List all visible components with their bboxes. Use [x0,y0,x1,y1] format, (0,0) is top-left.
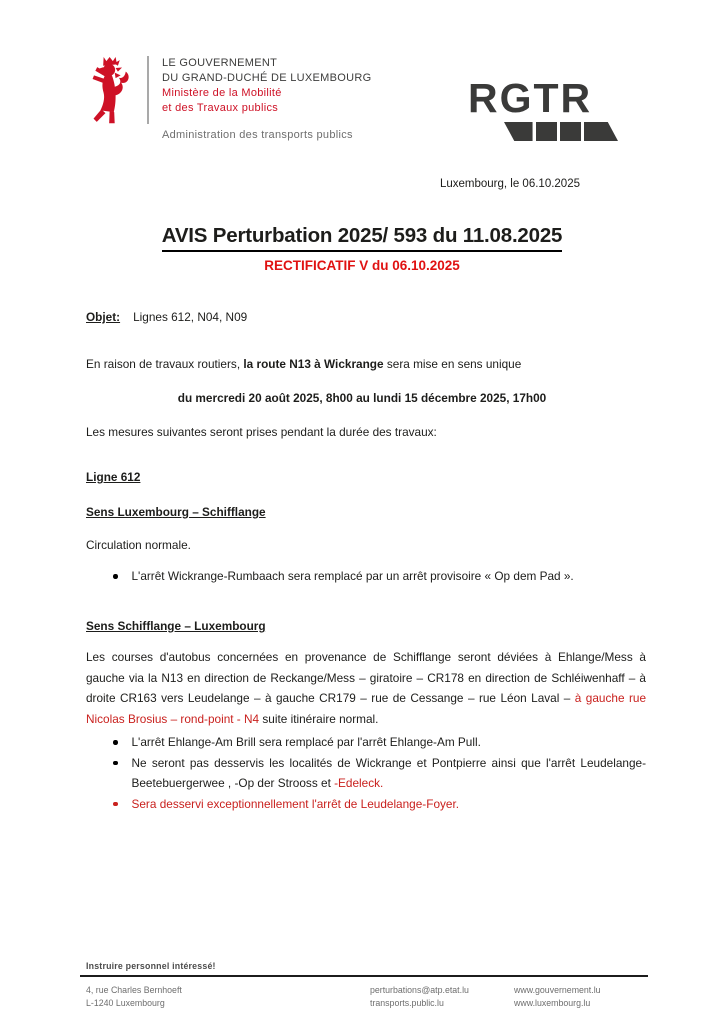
luxembourg-lion-icon [88,54,134,128]
footer-rule [80,975,648,977]
deviation-part2-red: à gauche rue Nicolas Brosius – rond-point - N4 [86,691,647,726]
date-line: Luxembourg, le 06.10.2025 [439,178,580,190]
government-text-block [162,54,371,143]
deviation-part3: suite itinéraire normal. [259,711,379,726]
objet-value: Lignes 612, N04, N09 [133,310,248,324]
rgtr-logo [468,76,618,141]
objet-row [86,309,247,325]
government-logo-block [88,54,371,143]
footer-address-line1: 4, rue Charles Bernhoeft [86,985,182,995]
ministry-name-line1: Ministère de la Mobilité [162,87,282,99]
notice-subtitle: RECTIFICATIF V du 06.10.2025 [264,258,460,273]
direction-heading-schifflange-luxembourg: Sens Schifflange – Luxembourg [86,619,266,633]
bullet-item [86,794,646,815]
notice-title-text: AVIS Perturbation 2025/ 593 du 11.08.2025 [162,224,563,252]
bullet-item [86,753,646,794]
bullet-icon [113,761,118,766]
footer-contact [370,984,469,1009]
footer-web-line1: www.gouvernement.lu [514,985,601,995]
footer-address [86,984,182,1009]
rgtr-logo-text: RGTR [468,75,593,121]
intro-pre: En raison de travaux routiers, [86,357,244,371]
bullet-icon-red [113,802,118,807]
deviation-paragraph [86,647,646,729]
bullet-text-ehlange: L'arrêt Ehlange-Am Brill sera remplacé par l'arrêt Ehlange-Am Pull. [131,735,481,749]
objet-label: Objet: [86,310,121,324]
logo-divider [147,56,149,124]
deviation-part1: Les courses d'autobus concernées en provenance de Schifflange seront déviées à Ehlange/Mess à gauche via la N13 en direction de Reckange/Mess – giratoire – CR178 en direction de Schléiwenhaff – à droite CR163 vers Leudelange – à gauche CR179 – rue de Cessange – rue Léon Laval – [86,650,646,706]
bus-segment-mid2 [560,122,581,141]
direction-heading-luxembourg-schifflange: Sens Luxembourg – Schifflange [86,505,266,519]
intro-post: sera mise en sens unique [383,357,522,371]
normal-circulation-text: Circulation normale. [86,538,191,552]
administration-name: Administration des transports publics [162,129,353,141]
bullet-text-wickrange-rumbaach: L'arrêt Wickrange-Rumbaach sera remplacé par un arrêt provisoire « Op dem Pad ». [131,569,574,583]
bullet-text-not-served [132,753,647,794]
footer-contact-site: transports.public.lu [370,997,444,1008]
service-period: du mercredi 20 août 2025, 8h00 au lundi 15 décembre 2025, 17h00 [177,391,547,405]
bullet-list-sens2 [86,732,646,814]
government-name-line2: DU GRAND-DUCHÉ DE LUXEMBOURG [162,72,372,84]
notice-title [0,224,724,252]
bullet-icon [113,574,118,579]
bus-segment-front [504,122,533,141]
intro-bold-route: la route N13 à Wickrange [243,357,384,371]
bullet-icon [113,740,118,745]
bullet2-part2-red: -Edeleck. [334,776,384,791]
bus-segment-rear [584,122,618,141]
government-name-line1: LE GOUVERNEMENT [162,57,278,69]
bullet-item [86,732,646,753]
measures-intro: Les mesures suivantes seront prises pendant la durée des travaux: [86,425,437,439]
line-612-heading: Ligne 612 [86,470,141,484]
rgtr-bus-icon [504,122,618,141]
footer-note: Instruire personnel intéressé! [86,961,216,971]
footer-web [514,984,601,1009]
intro-paragraph [86,356,646,372]
bullet-list-sens1 [86,566,646,587]
bullet2-part1: Ne seront pas desservis les localités de Wickrange et Pontpierre ainsi que l'arrêt Leudelange-Beetebuergerwee , -Op der Strooss et [131,755,646,791]
footer-contact-email: perturbations@atp.etat.lu [370,985,469,995]
bus-segment-mid1 [536,122,557,141]
footer-web-line2: www.luxembourg.lu [514,997,591,1008]
bullet-item [86,566,646,587]
bullet-text-leudelange-foyer: Sera desservi exceptionnellement l'arrêt de Leudelange-Foyer. [131,796,460,811]
ministry-name-line2: et des Travaux publics [162,102,279,114]
footer-address-line2: L-1240 Luxembourg [86,997,165,1008]
